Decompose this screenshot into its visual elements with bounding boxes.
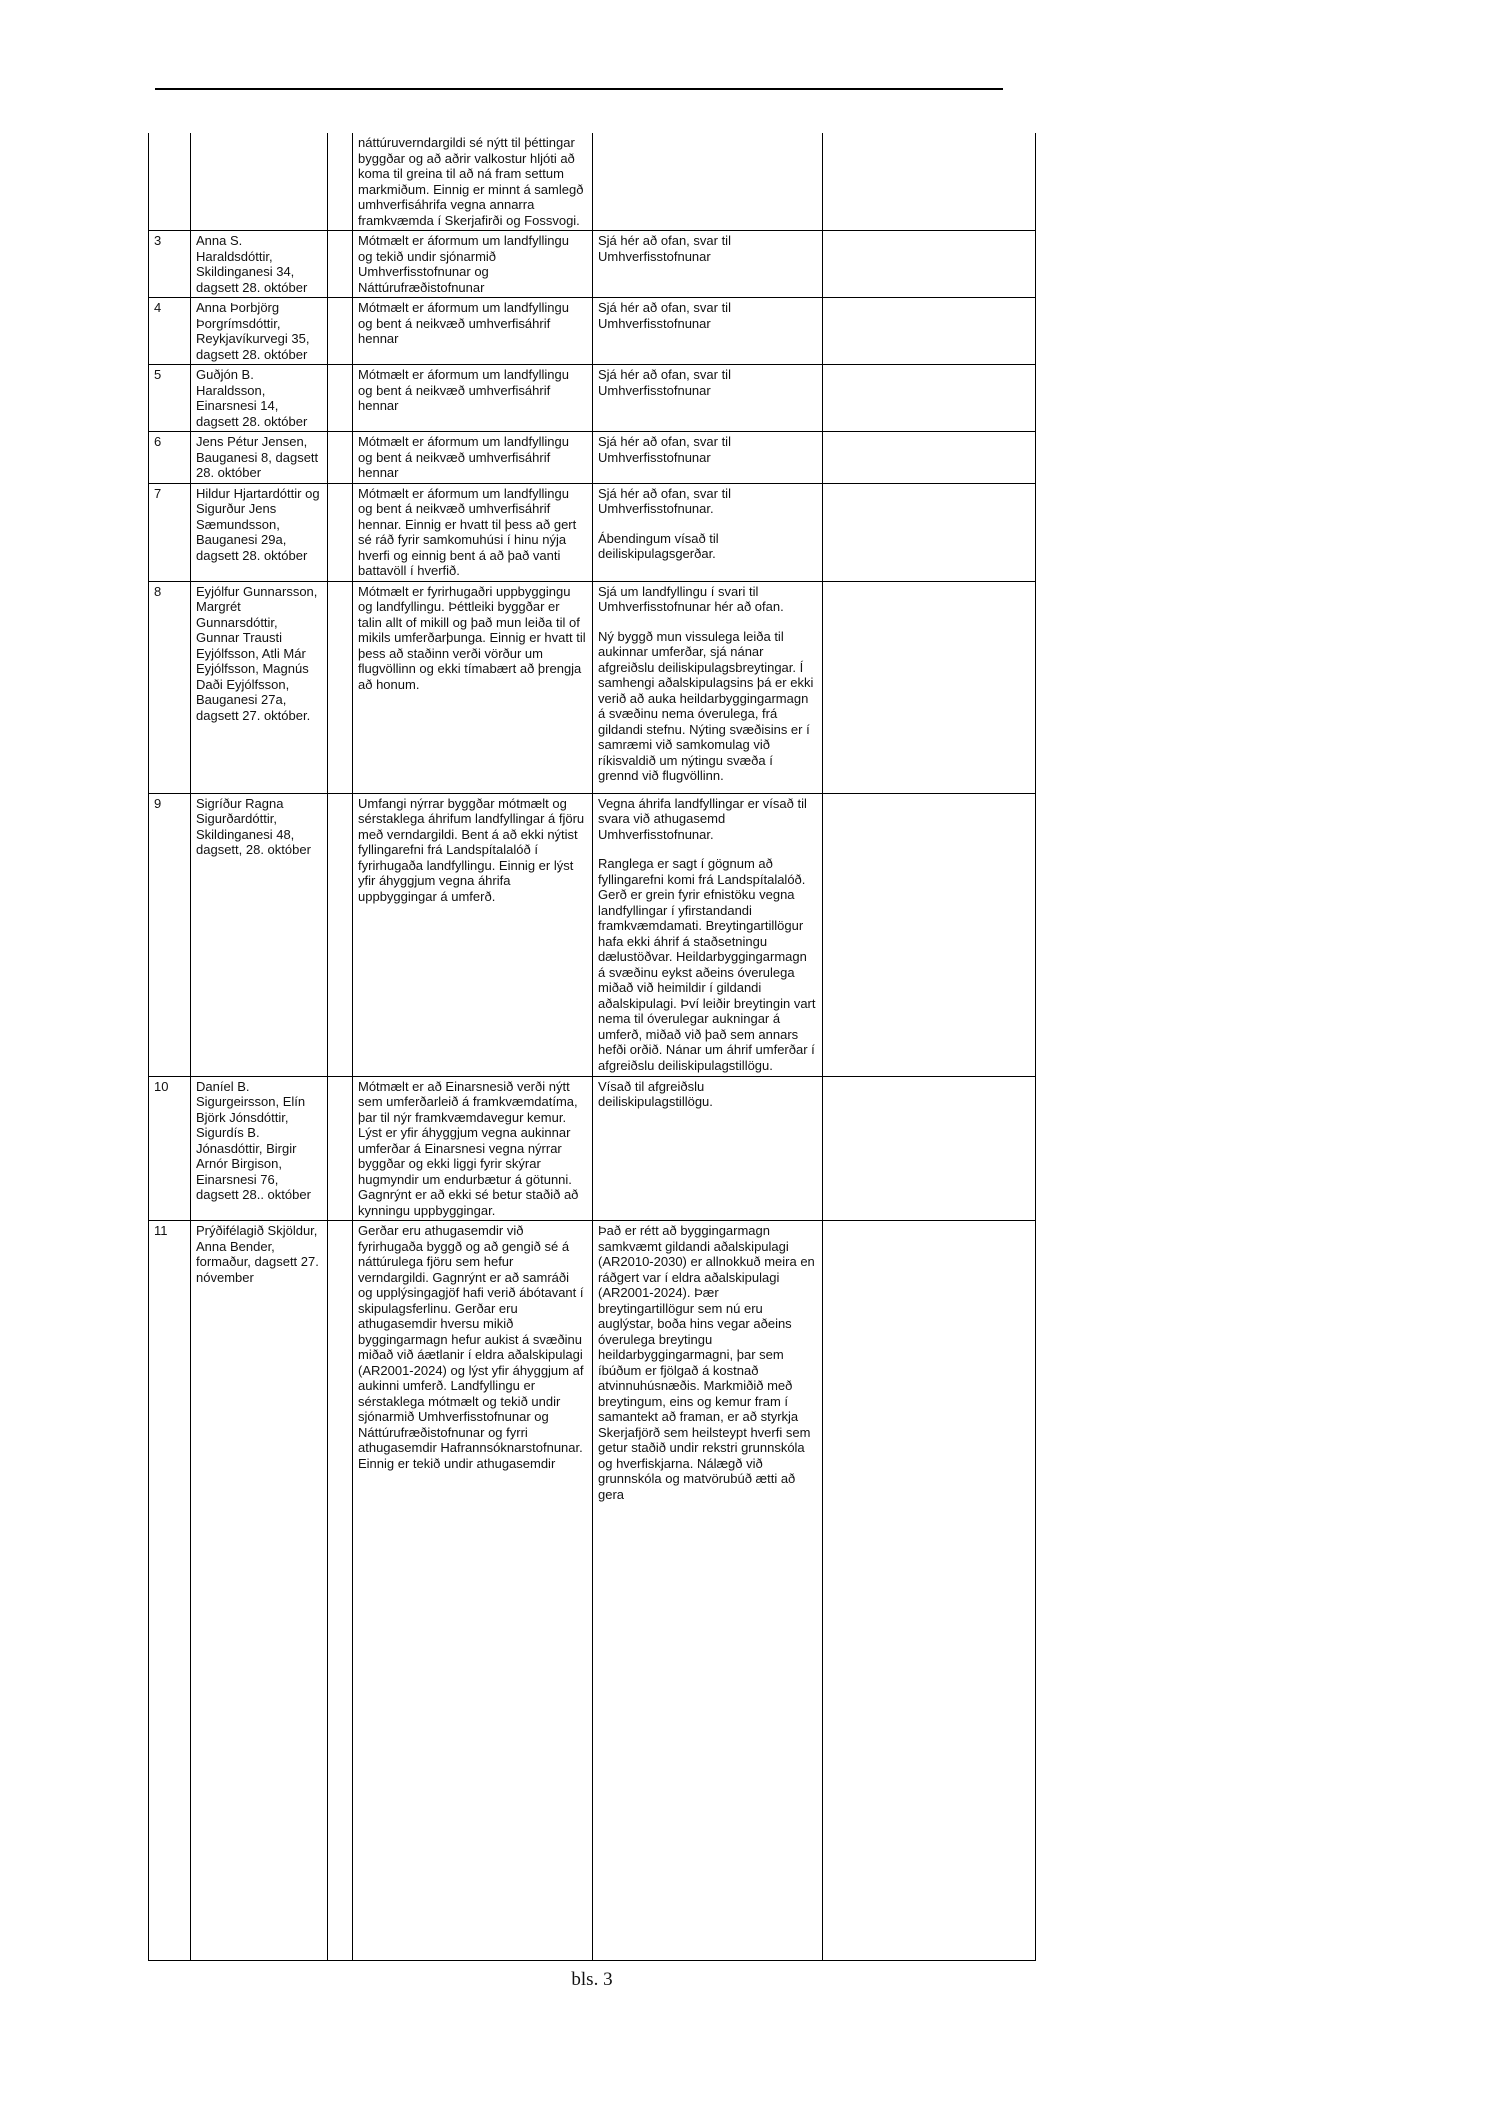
header-rule xyxy=(155,88,1003,90)
commenter-cell: Hildur Hjartardóttir og Sigurður Jens Sæmundsson, Bauganesi 29a, dagsett 28. október xyxy=(191,484,328,581)
empty-cell xyxy=(823,582,1036,793)
comment-cell xyxy=(353,1077,593,1221)
table-row xyxy=(149,432,1036,484)
comment-cell xyxy=(353,1221,593,1960)
empty-cell xyxy=(823,1077,1036,1221)
row-number-cell: 10 xyxy=(149,1077,191,1221)
empty-cell xyxy=(823,1221,1036,1960)
commenter-cell: Eyjólfur Gunnarsson, Margrét Gunnarsdóttir, Gunnar Trausti Eyjólfsson, Atli Már Eyjólfsson, Magnús Daði Eyjólfsson, Bauganesi 27a, dagsett 27. október. xyxy=(191,582,328,793)
empty-cell xyxy=(823,231,1036,297)
spacer-cell xyxy=(328,432,353,483)
response-cell xyxy=(593,794,823,1076)
commenter-cell: Anna S. Haraldsdóttir, Skildinganesi 34, dagsett 28. október xyxy=(191,231,328,297)
paragraph: Ábendingum vísað til deiliskipulagsgerðar. xyxy=(598,530,719,561)
table-row xyxy=(149,794,1036,1077)
comment-cell xyxy=(353,365,593,431)
commenter-cell: Guðjón B. Haraldsson, Einarsnesi 14, dagsett 28. október xyxy=(191,365,328,431)
paragraph: Mótmælt er áformum um landfyllingu og bent á neikvæð umhverfisáhrif hennar xyxy=(358,434,569,480)
paragraph: Það er rétt að byggingarmagn samkvæmt gildandi aðalskipulagi (AR2010-2030) er allnokkuð meira en ráðgert var í eldra aðalskipulagi (AR2001-2024). Þær breytingartillögur sem nú eru auglýstar, boða hins vegar aðeins óverulega breytingu heildarbyggingarmagni, þar sem íbúðum er fjölgað á kostnað atvinnuhúsnæðis. Markmiðið með breytingum, eins og kemur fram í samantekt að framan, er að styrkja Skerjafjörð sem heilsteypt hverfi sem getur staðið undir rekstri grunnskóla og hverfiskjarna. Nálægð við grunnskóla og matvörubúð ætti að gera xyxy=(598,1223,815,1502)
response-cell xyxy=(593,484,823,581)
page-number: bls. 3 xyxy=(571,1969,613,1990)
paragraph: náttúruverndargildi sé nýtt til þéttingar byggðar og að aðrir valkostur hljóti að koma til greina til að ná fram settum markmiðum. Einnig er minnt á samlegð umhverfisáhrifa vegna annarra framkvæmda í Skerjafirði og Fossvogi. xyxy=(358,135,584,228)
response-cell xyxy=(593,1077,823,1221)
empty-cell xyxy=(823,432,1036,483)
row-number-cell: 3 xyxy=(149,231,191,297)
comment-cell xyxy=(353,794,593,1076)
paragraph: Sjá hér að ofan, svar til Umhverfisstofnunar xyxy=(598,367,731,398)
paragraph: Mótmælt er að Einarsnesið verði nýtt sem umferðarleið á framkvæmdatíma, þar til nýr framkvæmdavegur kemur. Lýst er yfir áhyggjum vegna aukinnar umferðar á Einarsnesi vegna nýrrar byggðar og ekki liggi fyrir skýrar hugmyndir um endurbætur á götunni. Gagnrýnt er að ekki sé betur staðið að kynningu uppbyggingar. xyxy=(358,1078,579,1218)
row-number-cell: 5 xyxy=(149,365,191,431)
paragraph: Vísað til afgreiðslu deiliskipulagstillögu. xyxy=(598,1078,713,1109)
spacer-cell xyxy=(328,298,353,364)
empty-cell xyxy=(823,298,1036,364)
paragraph: Mótmælt er áformum um landfyllingu og bent á neikvæð umhverfisáhrif hennar xyxy=(358,300,569,346)
table-row xyxy=(149,298,1036,365)
paragraph: Umfangi nýrrar byggðar mótmælt og sérstaklega áhrifum landfyllingar á fjöru með verndargildi. Bent á að ekki nýtist fyllingarefni frá Landspítalalóð í fyrirhugaða landfyllingu. Einnig er lýst yfir áhyggjum vegna áhrifa uppbyggingar á umferð. xyxy=(358,795,585,904)
response-cell xyxy=(593,582,823,793)
spacer-cell xyxy=(328,1221,353,1960)
table-row xyxy=(149,1077,1036,1222)
commenter-cell: Sigríður Ragna Sigurðardóttir, Skildinganesi 48, dagsett, 28. október xyxy=(191,794,328,1076)
commenter-cell: Prýðifélagið Skjöldur, Anna Bender, formaður, dagsett 27. nóvember xyxy=(191,1221,328,1960)
row-number-cell: 8 xyxy=(149,582,191,793)
paragraph: Mótmælt er fyrirhugaðri uppbyggingu og landfyllingu. Þéttleiki byggðar er talin allt of mikill og það mun leiða til of mikils umferðarþunga. Einnig er hvatt til þess að staðinn verði vörður um flugvöllinn og ekki tímabært að þrengja að honum. xyxy=(358,583,586,692)
response-cell xyxy=(593,432,823,483)
paragraph: Sjá hér að ofan, svar til Umhverfisstofnunar xyxy=(598,300,731,331)
commenter-cell: Jens Pétur Jensen, Bauganesi 8, dagsett 28. október xyxy=(191,432,328,483)
commenter-cell xyxy=(191,133,328,230)
paragraph: Ranglega er sagt í gögnum að fyllingarefni komi frá Landspítalalóð. Gerð er grein fyrir efnistöku vegna landfyllingar í yfirstandandi framkvæmdamati. Breytingartillögur hafa ekki áhrif á staðsetningu dælustöðvar. Heildarbyggingarmagn á svæðinu eykst aðeins óverulega miðað við heimildir í gildandi aðalskipulagi. Því leiðir breytingin vart nema til óverulegar aukningar á umferð, miðað við það sem annars hefði orðið. Nánar um áhrif umferðar í afgreiðslu deiliskipulagstillögu. xyxy=(598,856,816,1073)
paragraph: Sjá hér að ofan, svar til Umhverfisstofnunar xyxy=(598,434,731,465)
table-row xyxy=(149,484,1036,582)
commenter-cell: Anna Þorbjörg Þorgrímsdóttir, Reykjavíkurvegi 35, dagsett 28. október xyxy=(191,298,328,364)
commenter-cell: Daníel B. Sigurgeirsson, Elín Björk Jónsdóttir, Sigurdís B. Jónasdóttir, Birgir Arnór Birgison, Einarsnesi 76, dagsett 28.. október xyxy=(191,1077,328,1221)
paragraph: Vegna áhrifa landfyllingar er vísað til svara við athugasemd Umhverfisstofnunar. xyxy=(598,795,807,842)
response-cell xyxy=(593,231,823,297)
spacer-cell xyxy=(328,484,353,581)
empty-cell xyxy=(823,365,1036,431)
empty-cell xyxy=(823,794,1036,1076)
comments-table xyxy=(148,133,1036,1961)
paragraph: Mótmælt er áformum um landfyllingu og bent á neikvæð umhverfisáhrif hennar xyxy=(358,367,569,413)
table-row xyxy=(149,231,1036,298)
row-number-cell: 11 xyxy=(149,1221,191,1960)
paragraph: Mótmælt er áformum um landfyllingu og tekið undir sjónarmið Umhverfisstofnunar og Náttúrufræðistofnunar xyxy=(358,233,569,295)
row-number-cell: 6 xyxy=(149,432,191,483)
paragraph: Sjá hér að ofan, svar til Umhverfisstofnunar. xyxy=(598,485,731,516)
spacer-cell xyxy=(328,133,353,230)
table-row xyxy=(149,1221,1036,1961)
comment-cell xyxy=(353,582,593,793)
empty-cell xyxy=(823,133,1036,230)
spacer-cell xyxy=(328,231,353,297)
response-cell xyxy=(593,133,823,230)
paragraph: Gerðar eru athugasemdir við fyrirhugaða byggð og að gengið sé á náttúrulega fjöru sem hefur verndargildi. Gagnrýnt er að samráði og upplýsingagjöf hafi verið ábótavant í skipulagsferlinu. Gerðar eru athugasemdir hversu mikið byggingarmagn hefur aukist á svæðinu miðað við áætlanir í eldra aðalskipulagi (AR2001-2024) og lýst yfir áhyggjum af aukinni umferð. Landfyllingu er sérstaklega mótmælt og tekið undir sjónarmið Umhverfisstofnunar og Náttúrufræðistofnunar og fyrri athugasemdir Hafrannsóknarstofnunar. Einnig er tekið undir athugasemdir xyxy=(358,1223,584,1471)
spacer-cell xyxy=(328,794,353,1076)
response-cell xyxy=(593,365,823,431)
comment-cell xyxy=(353,133,593,230)
row-number-cell: 4 xyxy=(149,298,191,364)
row-number-cell: 7 xyxy=(149,484,191,581)
comment-cell xyxy=(353,298,593,364)
table-row xyxy=(149,133,1036,231)
empty-cell xyxy=(823,484,1036,581)
comment-cell xyxy=(353,484,593,581)
table-row xyxy=(149,365,1036,432)
comment-cell xyxy=(353,432,593,483)
spacer-cell xyxy=(328,1077,353,1221)
paragraph: Ný byggð mun vissulega leiða til aukinnar umferðar, sjá nánar afgreiðslu deiliskipulagsbreytingar. Í samhengi aðalskipulagsins þá er ekki verið að auka heildarbyggingarmagn á svæðinu nema óverulega, frá gildandi stefnu. Nýting svæðisins er í samræmi við samkomulag við ríkisvaldið um nýtingu svæða í grennd við flugvöllinn. xyxy=(598,628,814,783)
table-row xyxy=(149,582,1036,794)
paragraph: Mótmælt er áformum um landfyllingu og bent á neikvæð umhverfisáhrif hennar. Einnig er hvatt til þess að gert sé ráð fyrir samkomuhúsi í hinu nýja hverfi og einnig bent á að það vanti battavöll í hverfið. xyxy=(358,485,577,578)
spacer-cell xyxy=(328,582,353,793)
spacer-cell xyxy=(328,365,353,431)
row-number-cell xyxy=(149,133,191,230)
row-number-cell: 9 xyxy=(149,794,191,1076)
response-cell xyxy=(593,298,823,364)
paragraph: Sjá hér að ofan, svar til Umhverfisstofnunar xyxy=(598,233,731,264)
paragraph: Sjá um landfyllingu í svari til Umhverfisstofnunar hér að ofan. xyxy=(598,583,784,614)
response-cell xyxy=(593,1221,823,1960)
comment-cell xyxy=(353,231,593,297)
